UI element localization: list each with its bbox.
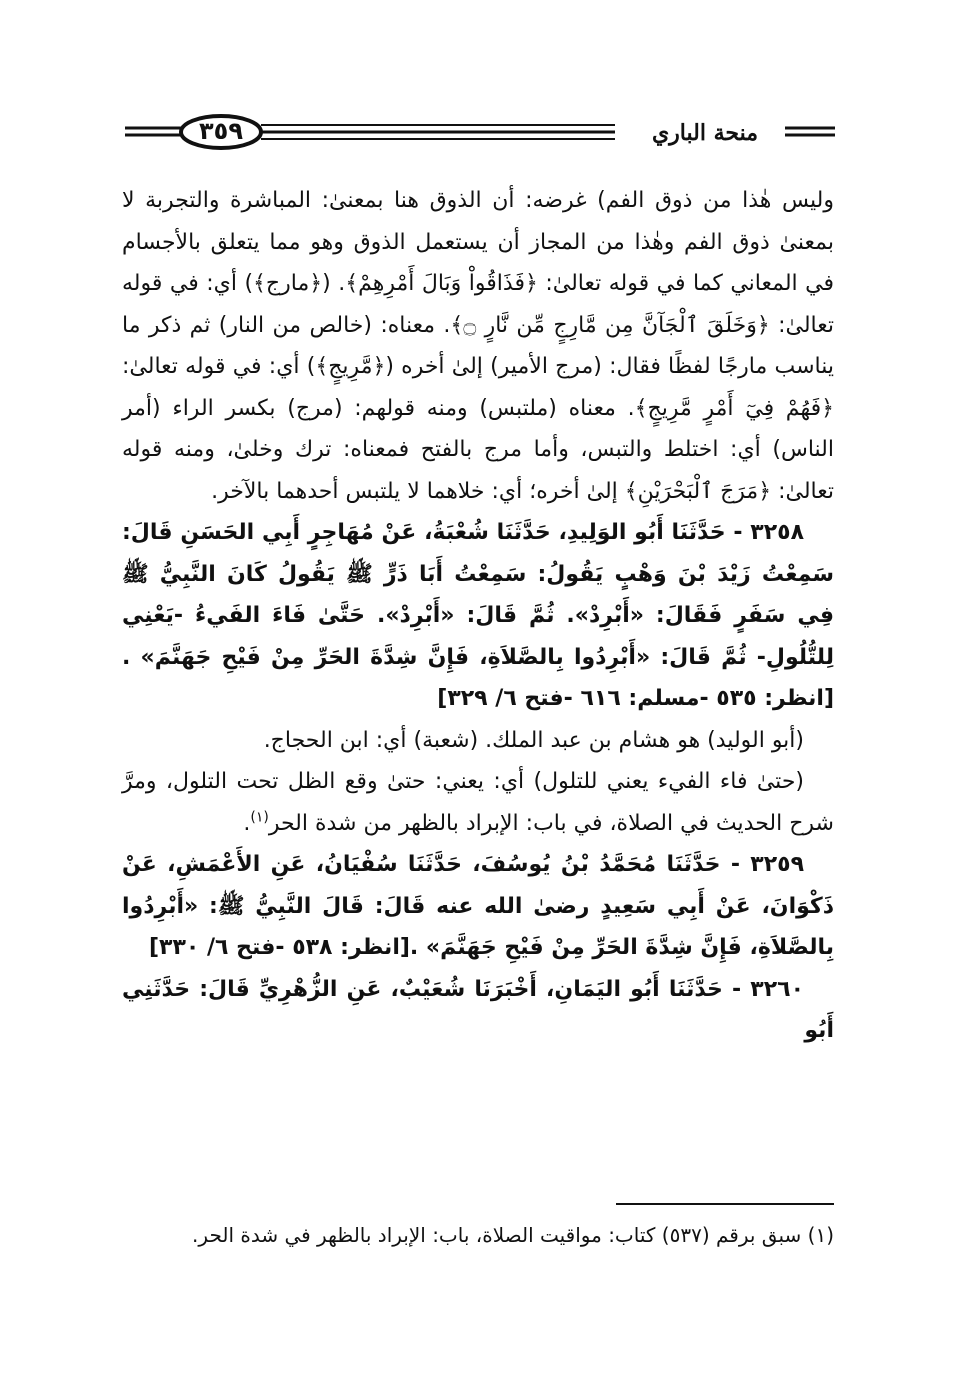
paragraph-end-mark: . [243, 810, 251, 836]
page-number: ٣٥٩ [199, 117, 243, 145]
hadith-3259: ٣٢٥٩ - حَدَّثَنَا مُحَمَّدُ بْنُ يُوسُفَ، حَدَّثَنَا سُفْيَانُ، عَنِ الأَعْمَشِ، عَنْ ذَكْوَانَ، عَنْ أَبِي سَعِيدٍ رضىٰ الله عنه قَالَ: قَالَ النَّبِيُّ ﷺ: «أَبْرِدُوا بِالصَّلاَةِ، فَإِنَّ شِدَّةَ الحَرِّ مِنْ فَيْحِ جَهَنَّمَ» .[انظر: ٥٣٨ -فتح ٦/ ٣٣٠] [122, 852, 834, 960]
paragraph-commentary-2: (أبو الوليد) هو هشام بن عبد الملك. (شعبة) أي: ابن الحجاج. [263, 727, 804, 753]
main-text [122, 180, 834, 1052]
footnote: (١) سبق برقم (٥٣٧) كتاب: مواقيت الصلاة، باب: الإبراد بالظهر في شدة الحر. [192, 1223, 834, 1247]
hadith-3258: ٣٢٥٨ - حَدَّثَنَا أَبُو الوَلِيدِ، حَدَّثَنَا شُعْبَةُ، عَنْ مُهَاجِرٍ أَبِي الحَسَنِ قَالَ: سَمِعْتُ زَيْدَ بْنَ وَهْبٍ يَقُولُ: سَمِعْتُ أَبَا ذَرٍّ ﷺ يَقُولُ كَانَ النَّبِيُّ ﷺ فِي سَفَرٍ فَقَالَ: «أَبْرِدْ». ثُمَّ قَالَ: «أَبْرِدْ». حَتَّىٰ فَاءَ الفَيءُ -يَعْنِي لِلتُّلُولِ- ثُمَّ قَالَ: «أَبْرِدُوا بِالصَّلاَةِ، فَإِنَّ شِدَّةَ الحَرِّ مِنْ فَيْحِ جَهَنَّمَ» .[انظر: ٥٣٥ -مسلم: ٦١٦ -فتح ٦/ ٣٢٩] [122, 520, 834, 711]
page-header [125, 110, 835, 154]
book-title: منحة الباري [651, 120, 759, 146]
hadith-3260: ٣٢٦٠ - حَدَّثَنَا أَبُو اليَمَانِ، أَخْبَرَنَا شُعَيْبٌ، عَنِ الزُّهْرِيِّ قَالَ: حَدَّثَنِي أَبُو [122, 976, 834, 1043]
footnote-reference[interactable]: (١) [250, 809, 269, 826]
paragraph-commentary-1: وليس هٰذا من ذوق الفم) غرضه: أن الذوق هنا بمعنىٰ: المباشرة والتجربة لا بمعنىٰ ذوق الفم وهٰذا من المجاز أن يستعمل الذوق وهو مما يتعلق بالأجسام في المعاني كما في قوله تعالىٰ: ﴿فَذَاقُواْ وَبَالَ أَمْرِهِمْ﴾. (﴿مارج﴾) أي: في قوله تعالىٰ: ﴿وَخَلَقَ ٱلْجَآنَّ مِن مَّارِجٍ مِّن نَّارٍ ۝﴾. معناه: (خالص من النار) ثم ذكر ما يناسب مارجًا لفظًا فقال: (مرج الأمير) إلىٰ أخره (﴿مَّرِيجٍ﴾) أي: في قوله تعالىٰ: ﴿فَهُمْ فِيٓ أَمْرٍ مَّرِيجٍ﴾. معناه (ملتبس) ومنه قولهم: (مرج) بكسر الراء (أمر الناس) أي: اختلط والتبس، وأما مرج بالفتح فمعناه: ترك وخلىٰ، ومنه قوله تعالىٰ: ﴿مَرَجَ ٱلْبَحْرَيْنِ﴾ إلىٰ أخره؛ أي: خلاهما لا يلتبس أحدهما بالآخر. [122, 188, 834, 504]
paragraph-commentary-3 [122, 761, 834, 844]
paragraph-commentary-3-text: (حتىٰ فاء الفيء يعني للتلول) أي: يعني: حتىٰ وقع الظل تحت التلول، ومرَّ شرح الحديث في الصلاة، في باب: الإبراد بالظهر من شدة الحر [122, 769, 834, 836]
footnote-divider [616, 1203, 834, 1205]
